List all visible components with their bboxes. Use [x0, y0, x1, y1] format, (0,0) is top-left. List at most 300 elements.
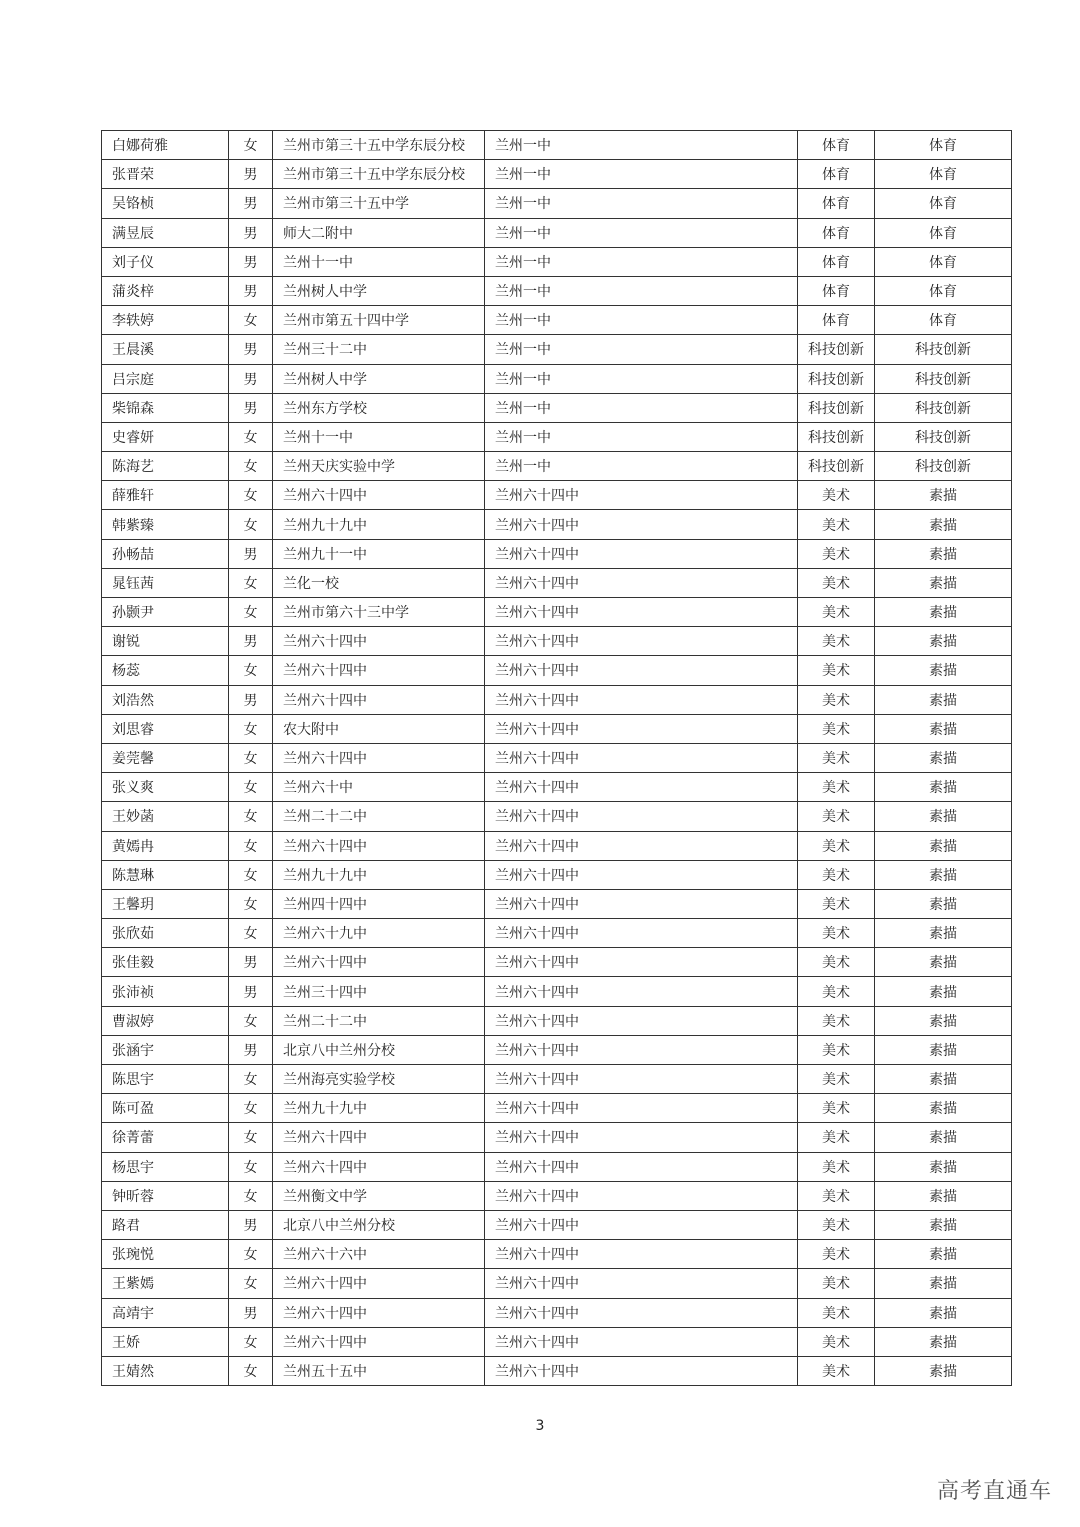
category-cell: 科技创新 [798, 393, 875, 422]
origin-school-cell: 兰州二十二中 [273, 1006, 485, 1035]
origin-school-cell: 兰州天庆实验中学 [273, 452, 485, 481]
origin-school-cell: 兰州六十四中 [273, 1298, 485, 1327]
table-row [102, 714, 1012, 743]
gender-cell: 男 [229, 1298, 273, 1327]
target-school-cell: 兰州六十四中 [485, 948, 798, 977]
target-school-cell: 兰州一中 [485, 306, 798, 335]
student-name-cell: 柴锦森 [102, 393, 229, 422]
student-name-cell: 王馨玥 [102, 889, 229, 918]
subject-cell: 素描 [875, 1240, 1012, 1269]
student-name-cell: 白娜荷雅 [102, 131, 229, 160]
table-row [102, 598, 1012, 627]
subject-cell: 素描 [875, 1094, 1012, 1123]
student-name-cell: 刘思睿 [102, 714, 229, 743]
table-row [102, 218, 1012, 247]
target-school-cell: 兰州六十四中 [485, 481, 798, 510]
category-cell: 科技创新 [798, 364, 875, 393]
origin-school-cell: 兰州六十四中 [273, 685, 485, 714]
gender-cell: 女 [229, 919, 273, 948]
table-row [102, 1298, 1012, 1327]
gender-cell: 女 [229, 802, 273, 831]
subject-cell: 科技创新 [875, 364, 1012, 393]
table-row [102, 1006, 1012, 1035]
table-row [102, 306, 1012, 335]
category-cell: 美术 [798, 1123, 875, 1152]
student-name-cell: 孙颢尹 [102, 598, 229, 627]
student-name-cell: 杨蕊 [102, 656, 229, 685]
origin-school-cell: 兰州五十五中 [273, 1356, 485, 1385]
table-row [102, 422, 1012, 451]
category-cell: 美术 [798, 860, 875, 889]
subject-cell: 素描 [875, 568, 1012, 597]
subject-cell: 素描 [875, 831, 1012, 860]
student-table-body [102, 131, 1012, 1386]
origin-school-cell: 兰州市第五十四中学 [273, 306, 485, 335]
target-school-cell: 兰州一中 [485, 189, 798, 218]
target-school-cell: 兰州六十四中 [485, 656, 798, 685]
origin-school-cell: 兰州市第三十五中学东辰分校 [273, 160, 485, 189]
page-number: 3 [535, 1418, 545, 1434]
table-row [102, 1094, 1012, 1123]
subject-cell: 素描 [875, 481, 1012, 510]
subject-cell: 素描 [875, 743, 1012, 772]
origin-school-cell: 兰州九十九中 [273, 860, 485, 889]
student-name-cell: 陈慧琳 [102, 860, 229, 889]
student-name-cell: 吴铬桢 [102, 189, 229, 218]
origin-school-cell: 兰州六十四中 [273, 1123, 485, 1152]
category-cell: 美术 [798, 1298, 875, 1327]
subject-cell: 素描 [875, 1210, 1012, 1239]
category-cell: 科技创新 [798, 335, 875, 364]
table-row [102, 627, 1012, 656]
target-school-cell: 兰州六十四中 [485, 685, 798, 714]
student-name-cell: 张沛祯 [102, 977, 229, 1006]
gender-cell: 女 [229, 889, 273, 918]
subject-cell: 素描 [875, 1356, 1012, 1385]
subject-cell: 素描 [875, 919, 1012, 948]
table-row [102, 1240, 1012, 1269]
gender-cell: 男 [229, 335, 273, 364]
target-school-cell: 兰州六十四中 [485, 1181, 798, 1210]
table-row [102, 247, 1012, 276]
target-school-cell: 兰州六十四中 [485, 802, 798, 831]
category-cell: 科技创新 [798, 452, 875, 481]
student-name-cell: 王娇 [102, 1327, 229, 1356]
subject-cell: 素描 [875, 1327, 1012, 1356]
category-cell: 美术 [798, 1240, 875, 1269]
student-name-cell: 王妙菡 [102, 802, 229, 831]
gender-cell: 男 [229, 276, 273, 305]
target-school-cell: 兰州六十四中 [485, 1065, 798, 1094]
subject-cell: 素描 [875, 802, 1012, 831]
origin-school-cell: 兰州六十四中 [273, 1152, 485, 1181]
subject-cell: 素描 [875, 1269, 1012, 1298]
category-cell: 美术 [798, 1152, 875, 1181]
subject-cell: 科技创新 [875, 393, 1012, 422]
origin-school-cell: 兰州市第六十三中学 [273, 598, 485, 627]
student-name-cell: 晁钰茜 [102, 568, 229, 597]
category-cell: 美术 [798, 539, 875, 568]
student-name-cell: 徐菁蕾 [102, 1123, 229, 1152]
table-row [102, 1181, 1012, 1210]
gender-cell: 女 [229, 131, 273, 160]
target-school-cell: 兰州六十四中 [485, 1327, 798, 1356]
table-row [102, 831, 1012, 860]
origin-school-cell: 兰州六十九中 [273, 919, 485, 948]
category-cell: 美术 [798, 481, 875, 510]
category-cell: 美术 [798, 1181, 875, 1210]
gender-cell: 女 [229, 452, 273, 481]
gender-cell: 女 [229, 743, 273, 772]
subject-cell: 素描 [875, 714, 1012, 743]
student-name-cell: 陈思宇 [102, 1065, 229, 1094]
gender-cell: 女 [229, 598, 273, 627]
target-school-cell: 兰州六十四中 [485, 1240, 798, 1269]
target-school-cell: 兰州六十四中 [485, 510, 798, 539]
gender-cell: 男 [229, 685, 273, 714]
category-cell: 美术 [798, 743, 875, 772]
student-name-cell: 黄嫣冉 [102, 831, 229, 860]
target-school-cell: 兰州一中 [485, 393, 798, 422]
gender-cell: 女 [229, 568, 273, 597]
table-row [102, 539, 1012, 568]
category-cell: 美术 [798, 1065, 875, 1094]
category-cell: 美术 [798, 919, 875, 948]
category-cell: 体育 [798, 218, 875, 247]
target-school-cell: 兰州六十四中 [485, 1094, 798, 1123]
gender-cell: 女 [229, 1269, 273, 1298]
table-row [102, 1356, 1012, 1385]
origin-school-cell: 兰州六十四中 [273, 743, 485, 772]
origin-school-cell: 兰州市第三十五中学东辰分校 [273, 131, 485, 160]
target-school-cell: 兰州六十四中 [485, 1123, 798, 1152]
target-school-cell: 兰州一中 [485, 276, 798, 305]
subject-cell: 素描 [875, 889, 1012, 918]
category-cell: 美术 [798, 831, 875, 860]
table-row [102, 335, 1012, 364]
target-school-cell: 兰州六十四中 [485, 919, 798, 948]
category-cell: 美术 [798, 1094, 875, 1123]
category-cell: 美术 [798, 773, 875, 802]
table-row [102, 1327, 1012, 1356]
origin-school-cell: 兰州十一中 [273, 422, 485, 451]
gender-cell: 女 [229, 1240, 273, 1269]
target-school-cell: 兰州六十四中 [485, 1210, 798, 1239]
target-school-cell: 兰州六十四中 [485, 743, 798, 772]
gender-cell: 男 [229, 627, 273, 656]
student-name-cell: 曹淑婷 [102, 1006, 229, 1035]
gender-cell: 女 [229, 1152, 273, 1181]
subject-cell: 体育 [875, 276, 1012, 305]
subject-cell: 素描 [875, 1181, 1012, 1210]
category-cell: 体育 [798, 131, 875, 160]
student-name-cell: 刘子仪 [102, 247, 229, 276]
gender-cell: 女 [229, 860, 273, 889]
subject-cell: 科技创新 [875, 335, 1012, 364]
target-school-cell: 兰州六十四中 [485, 1269, 798, 1298]
category-cell: 美术 [798, 598, 875, 627]
subject-cell: 素描 [875, 1065, 1012, 1094]
subject-cell: 体育 [875, 160, 1012, 189]
origin-school-cell: 兰州六十六中 [273, 1240, 485, 1269]
student-name-cell: 刘浩然 [102, 685, 229, 714]
student-name-cell: 高靖宇 [102, 1298, 229, 1327]
origin-school-cell: 兰州六十四中 [273, 481, 485, 510]
subject-cell: 素描 [875, 1298, 1012, 1327]
target-school-cell: 兰州六十四中 [485, 773, 798, 802]
subject-cell: 素描 [875, 1006, 1012, 1035]
target-school-cell: 兰州六十四中 [485, 714, 798, 743]
category-cell: 科技创新 [798, 422, 875, 451]
subject-cell: 素描 [875, 948, 1012, 977]
student-name-cell: 张涵宇 [102, 1035, 229, 1064]
table-row [102, 743, 1012, 772]
student-name-cell: 杨思宇 [102, 1152, 229, 1181]
student-name-cell: 钟昕蓉 [102, 1181, 229, 1210]
origin-school-cell: 兰州东方学校 [273, 393, 485, 422]
category-cell: 美术 [798, 685, 875, 714]
origin-school-cell: 兰州十一中 [273, 247, 485, 276]
table-row [102, 802, 1012, 831]
table-row [102, 948, 1012, 977]
category-cell: 体育 [798, 247, 875, 276]
origin-school-cell: 兰州六十四中 [273, 948, 485, 977]
category-cell: 美术 [798, 568, 875, 597]
table-row [102, 160, 1012, 189]
origin-school-cell: 兰州六十四中 [273, 1269, 485, 1298]
gender-cell: 男 [229, 1210, 273, 1239]
student-name-cell: 姜莞馨 [102, 743, 229, 772]
category-cell: 美术 [798, 510, 875, 539]
subject-cell: 体育 [875, 218, 1012, 247]
origin-school-cell: 兰州六十中 [273, 773, 485, 802]
category-cell: 美术 [798, 1035, 875, 1064]
student-name-cell: 陈海艺 [102, 452, 229, 481]
gender-cell: 女 [229, 714, 273, 743]
target-school-cell: 兰州一中 [485, 247, 798, 276]
target-school-cell: 兰州一中 [485, 364, 798, 393]
student-name-cell: 张晋荣 [102, 160, 229, 189]
origin-school-cell: 兰州六十四中 [273, 831, 485, 860]
gender-cell: 男 [229, 160, 273, 189]
target-school-cell: 兰州六十四中 [485, 539, 798, 568]
category-cell: 美术 [798, 714, 875, 743]
target-school-cell: 兰州六十四中 [485, 1356, 798, 1385]
category-cell: 美术 [798, 627, 875, 656]
gender-cell: 女 [229, 422, 273, 451]
student-name-cell: 薛雅轩 [102, 481, 229, 510]
category-cell: 美术 [798, 1356, 875, 1385]
category-cell: 体育 [798, 160, 875, 189]
target-school-cell: 兰州一中 [485, 160, 798, 189]
table-row [102, 656, 1012, 685]
target-school-cell: 兰州六十四中 [485, 860, 798, 889]
category-cell: 美术 [798, 1269, 875, 1298]
gender-cell: 女 [229, 1356, 273, 1385]
subject-cell: 素描 [875, 1035, 1012, 1064]
origin-school-cell: 兰州树人中学 [273, 364, 485, 393]
table-row [102, 773, 1012, 802]
student-name-cell: 张义爽 [102, 773, 229, 802]
gender-cell: 男 [229, 218, 273, 247]
target-school-cell: 兰州六十四中 [485, 831, 798, 860]
table-row [102, 1152, 1012, 1181]
origin-school-cell: 北京八中兰州分校 [273, 1210, 485, 1239]
table-row [102, 1210, 1012, 1239]
student-name-cell: 张欣茹 [102, 919, 229, 948]
category-cell: 美术 [798, 1210, 875, 1239]
category-cell: 美术 [798, 889, 875, 918]
subject-cell: 科技创新 [875, 452, 1012, 481]
target-school-cell: 兰州六十四中 [485, 568, 798, 597]
target-school-cell: 兰州一中 [485, 452, 798, 481]
subject-cell: 体育 [875, 131, 1012, 160]
target-school-cell: 兰州六十四中 [485, 977, 798, 1006]
table-row [102, 276, 1012, 305]
gender-cell: 女 [229, 1065, 273, 1094]
target-school-cell: 兰州一中 [485, 131, 798, 160]
table-row [102, 452, 1012, 481]
target-school-cell: 兰州六十四中 [485, 1152, 798, 1181]
gender-cell: 女 [229, 1123, 273, 1152]
table-row [102, 131, 1012, 160]
table-row [102, 919, 1012, 948]
target-school-cell: 兰州六十四中 [485, 889, 798, 918]
target-school-cell: 兰州六十四中 [485, 1006, 798, 1035]
gender-cell: 女 [229, 481, 273, 510]
gender-cell: 女 [229, 1094, 273, 1123]
origin-school-cell: 兰化一校 [273, 568, 485, 597]
student-name-cell: 王婧然 [102, 1356, 229, 1385]
subject-cell: 素描 [875, 977, 1012, 1006]
table-row [102, 889, 1012, 918]
gender-cell: 女 [229, 773, 273, 802]
origin-school-cell: 兰州六十四中 [273, 1327, 485, 1356]
subject-cell: 科技创新 [875, 422, 1012, 451]
student-name-cell: 孙畅喆 [102, 539, 229, 568]
student-name-cell: 史睿妍 [102, 422, 229, 451]
subject-cell: 体育 [875, 247, 1012, 276]
origin-school-cell: 师大二附中 [273, 218, 485, 247]
student-name-cell: 张佳毅 [102, 948, 229, 977]
gender-cell: 男 [229, 247, 273, 276]
table-row [102, 568, 1012, 597]
student-name-cell: 韩紫臻 [102, 510, 229, 539]
student-name-cell: 蒲炎梓 [102, 276, 229, 305]
category-cell: 体育 [798, 276, 875, 305]
subject-cell: 素描 [875, 627, 1012, 656]
category-cell: 美术 [798, 1006, 875, 1035]
student-table [101, 130, 1012, 1386]
gender-cell: 女 [229, 831, 273, 860]
origin-school-cell: 兰州六十四中 [273, 627, 485, 656]
target-school-cell: 兰州六十四中 [485, 1035, 798, 1064]
gender-cell: 女 [229, 1327, 273, 1356]
subject-cell: 体育 [875, 189, 1012, 218]
gender-cell: 男 [229, 1035, 273, 1064]
target-school-cell: 兰州六十四中 [485, 627, 798, 656]
student-name-cell: 张琬悦 [102, 1240, 229, 1269]
subject-cell: 素描 [875, 773, 1012, 802]
table-row [102, 685, 1012, 714]
origin-school-cell: 农大附中 [273, 714, 485, 743]
subject-cell: 素描 [875, 860, 1012, 889]
table-row [102, 1123, 1012, 1152]
table-row [102, 977, 1012, 1006]
category-cell: 美术 [798, 948, 875, 977]
subject-cell: 素描 [875, 598, 1012, 627]
origin-school-cell: 兰州九十九中 [273, 510, 485, 539]
gender-cell: 男 [229, 393, 273, 422]
table-row [102, 189, 1012, 218]
gender-cell: 男 [229, 364, 273, 393]
gender-cell: 男 [229, 189, 273, 218]
target-school-cell: 兰州一中 [485, 218, 798, 247]
subject-cell: 素描 [875, 685, 1012, 714]
subject-cell: 素描 [875, 1152, 1012, 1181]
student-name-cell: 满昱辰 [102, 218, 229, 247]
origin-school-cell: 兰州六十四中 [273, 656, 485, 685]
subject-cell: 素描 [875, 656, 1012, 685]
category-cell: 美术 [798, 656, 875, 685]
origin-school-cell: 兰州海亮实验学校 [273, 1065, 485, 1094]
origin-school-cell: 北京八中兰州分校 [273, 1035, 485, 1064]
target-school-cell: 兰州六十四中 [485, 1298, 798, 1327]
student-name-cell: 陈可盈 [102, 1094, 229, 1123]
origin-school-cell: 兰州树人中学 [273, 276, 485, 305]
student-name-cell: 王紫嫣 [102, 1269, 229, 1298]
subject-cell: 素描 [875, 1123, 1012, 1152]
origin-school-cell: 兰州九十一中 [273, 539, 485, 568]
origin-school-cell: 兰州衡文中学 [273, 1181, 485, 1210]
watermark: 高考直通车 [936, 1479, 1052, 1504]
student-name-cell: 谢锐 [102, 627, 229, 656]
category-cell: 美术 [798, 1327, 875, 1356]
gender-cell: 男 [229, 948, 273, 977]
table-row [102, 1269, 1012, 1298]
origin-school-cell: 兰州三十四中 [273, 977, 485, 1006]
table-row [102, 1065, 1012, 1094]
gender-cell: 男 [229, 977, 273, 1006]
gender-cell: 男 [229, 539, 273, 568]
table-row [102, 481, 1012, 510]
student-name-cell: 王晨溪 [102, 335, 229, 364]
category-cell: 体育 [798, 189, 875, 218]
student-name-cell: 李轶婷 [102, 306, 229, 335]
category-cell: 美术 [798, 977, 875, 1006]
gender-cell: 女 [229, 656, 273, 685]
table-row [102, 510, 1012, 539]
origin-school-cell: 兰州市第三十五中学 [273, 189, 485, 218]
target-school-cell: 兰州一中 [485, 422, 798, 451]
table-row [102, 860, 1012, 889]
subject-cell: 素描 [875, 539, 1012, 568]
student-name-cell: 吕宗庭 [102, 364, 229, 393]
table-row [102, 393, 1012, 422]
gender-cell: 女 [229, 1006, 273, 1035]
subject-cell: 素描 [875, 510, 1012, 539]
gender-cell: 女 [229, 306, 273, 335]
origin-school-cell: 兰州九十九中 [273, 1094, 485, 1123]
category-cell: 美术 [798, 802, 875, 831]
category-cell: 体育 [798, 306, 875, 335]
target-school-cell: 兰州一中 [485, 335, 798, 364]
gender-cell: 女 [229, 1181, 273, 1210]
gender-cell: 女 [229, 510, 273, 539]
student-name-cell: 路君 [102, 1210, 229, 1239]
origin-school-cell: 兰州三十二中 [273, 335, 485, 364]
origin-school-cell: 兰州四十四中 [273, 889, 485, 918]
